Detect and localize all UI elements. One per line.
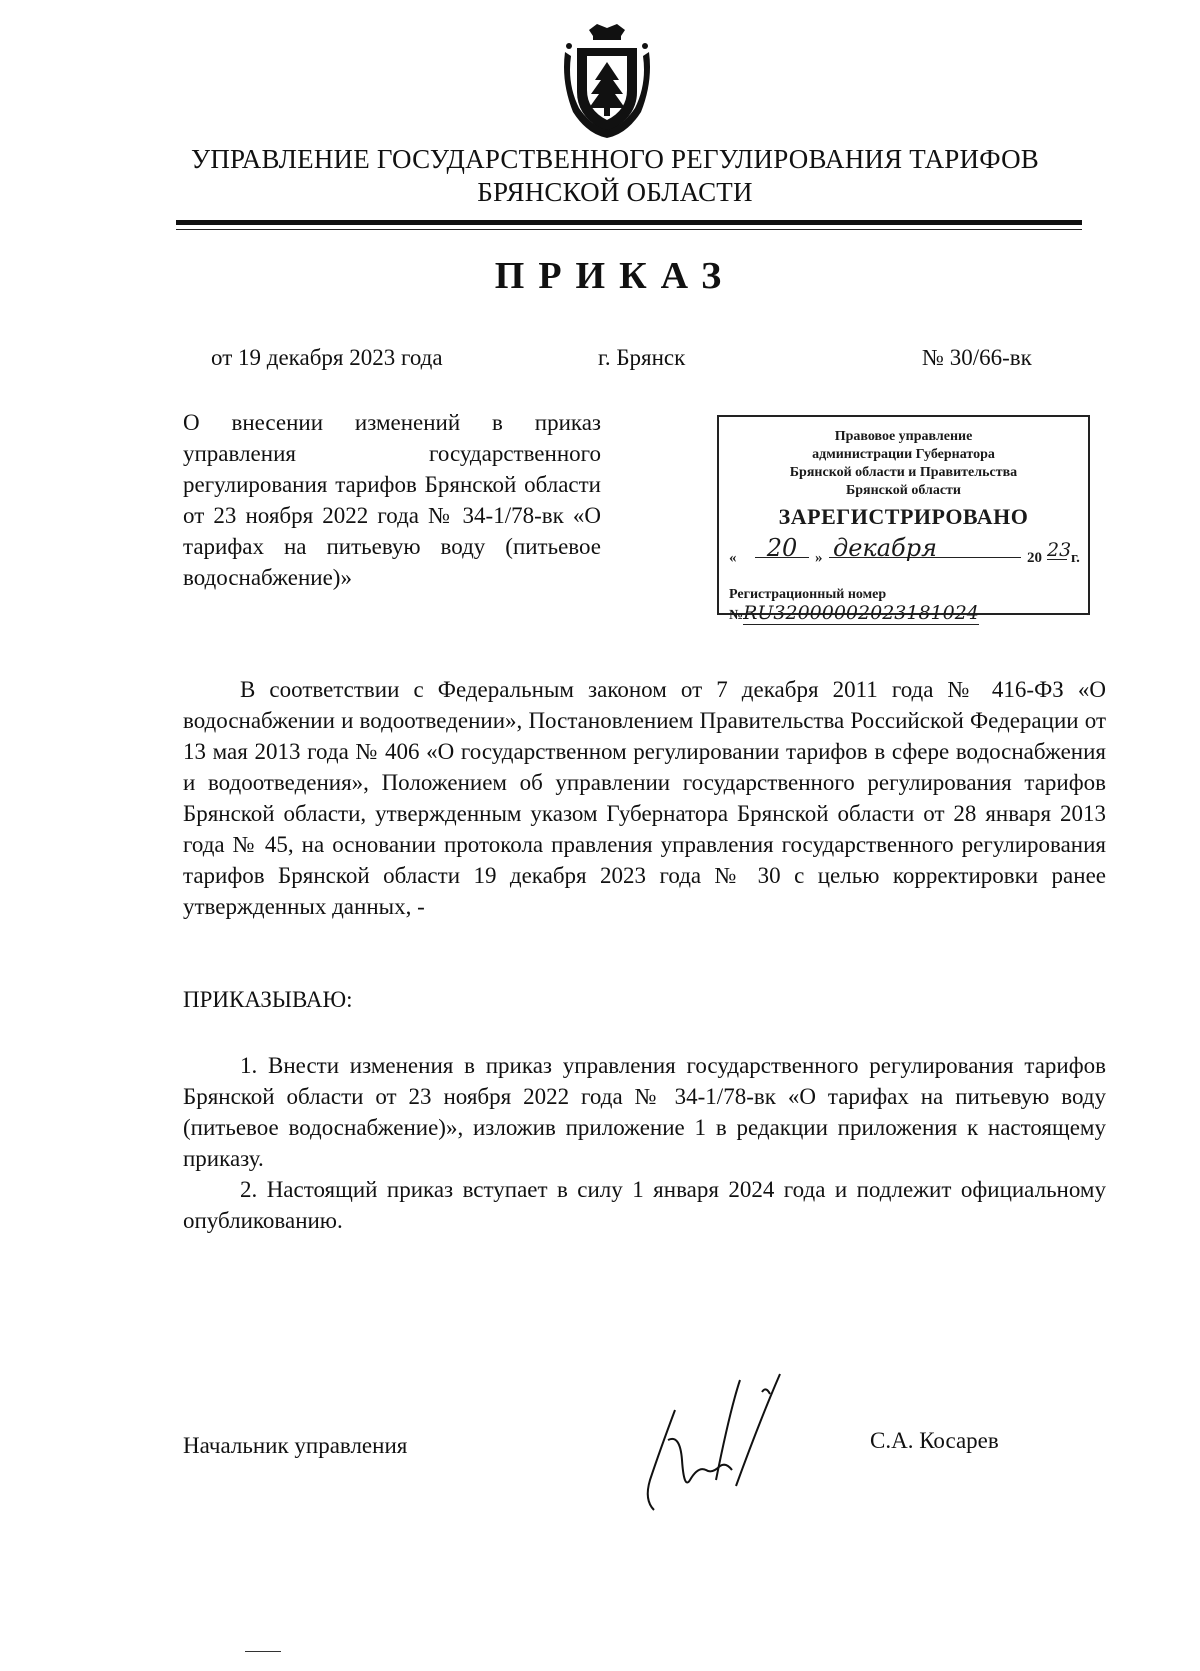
- stamp-year-suffix: 23: [1047, 539, 1072, 561]
- stamp-registered: ЗАРЕГИСТРИРОВАНО: [778, 504, 1029, 529]
- header-rule-thick: [176, 220, 1082, 225]
- stamp-year-unit: г.: [1071, 550, 1080, 566]
- signer-name: С.А. Косарев: [870, 1428, 999, 1453]
- organization-title: [150, 143, 1080, 209]
- order-clause-2: 2. Настоящий приказ вступает в силу 1 января 2024 года и подлежит официальному опубликованию.: [183, 1177, 1106, 1233]
- stamp-regnum-label: Регистрационный номер №: [729, 587, 887, 623]
- order-word: ПРИКАЗЫВАЮ:: [183, 987, 353, 1012]
- stamp-regnum-row: [729, 586, 1082, 625]
- preamble-paragraph: В соответствии с Федеральным законом от 7 декабря 2011 года № 416-ФЗ «О водоснабжении и водоотведении», Постановлением Правительства Российской Федерации от 13 мая 2013 года № 406 «О государственном регулировании тарифов в сфере водоснабжения и водоотведения», Положением об управлении государственного регулирования тарифов Брянской области, утвержденным указом Губернатора Брянской области от 28 января 2013 года № 45, на основании протокола правления управления государственного регулирования тарифов Брянской области 19 декабря 2023 года № 30 с целью корректировки ранее утвержденных данных, -: [183, 677, 1106, 919]
- stamp-date-row: [729, 534, 1080, 571]
- stamp-line-1: Правовое управление: [834, 429, 973, 444]
- stamp-line-2: администрации Губернатора: [812, 447, 995, 462]
- stamp-day: 20: [755, 539, 809, 558]
- footer-mark: [245, 1651, 281, 1652]
- coat-of-arms-icon: [557, 22, 657, 140]
- stamp-month: декабря: [829, 539, 1021, 558]
- document-number: № 30/66-вк: [922, 345, 1032, 370]
- organization-title-line1: УПРАВЛЕНИЕ ГОСУДАРСТВЕННОГО РЕГУЛИРОВАНИЯ ТАРИФОВ: [191, 144, 1039, 174]
- handwritten-signature-icon: [620, 1370, 810, 1520]
- stamp-year-prefix: 20: [1027, 550, 1042, 566]
- order-clause-1: 1. Внести изменения в приказ управления государственного регулирования тарифов Брянской области от 23 ноября 2022 года № 34-1/78-вк «О тарифах на питьевую воду (питьевое водоснабжение)», изложив приложение 1 в редакции приложения к настоящему приказу.: [183, 1053, 1106, 1171]
- organization-title-line2: БРЯНСКОЙ ОБЛАСТИ: [477, 177, 753, 207]
- stamp-line-4: Брянской области: [845, 483, 961, 498]
- stamp-regnum-value: RU32000002023181024: [743, 602, 979, 624]
- signer-title: Начальник управления: [183, 1433, 408, 1458]
- stamp-quote-open: «: [729, 550, 737, 566]
- registration-stamp: [717, 415, 1090, 624]
- stamp-quote-close: »: [815, 550, 823, 566]
- order-clauses: [183, 1050, 1106, 1236]
- header-rule-thin: [176, 229, 1082, 230]
- document-subject: О внесении изменений в приказ управления государственного регулирования тарифов Брянской области от 23 ноября 2022 года № 34-1/78-вк «О тарифах на питьевую воду (питьевое водоснабжение)»: [183, 410, 601, 590]
- document-city: г. Брянск: [598, 345, 686, 370]
- document-date: от 19 декабря 2023 года: [211, 345, 443, 370]
- stamp-line-3: Брянской области и Правительства: [789, 465, 1018, 480]
- document-type-heading: ПРИКАЗ: [494, 255, 736, 297]
